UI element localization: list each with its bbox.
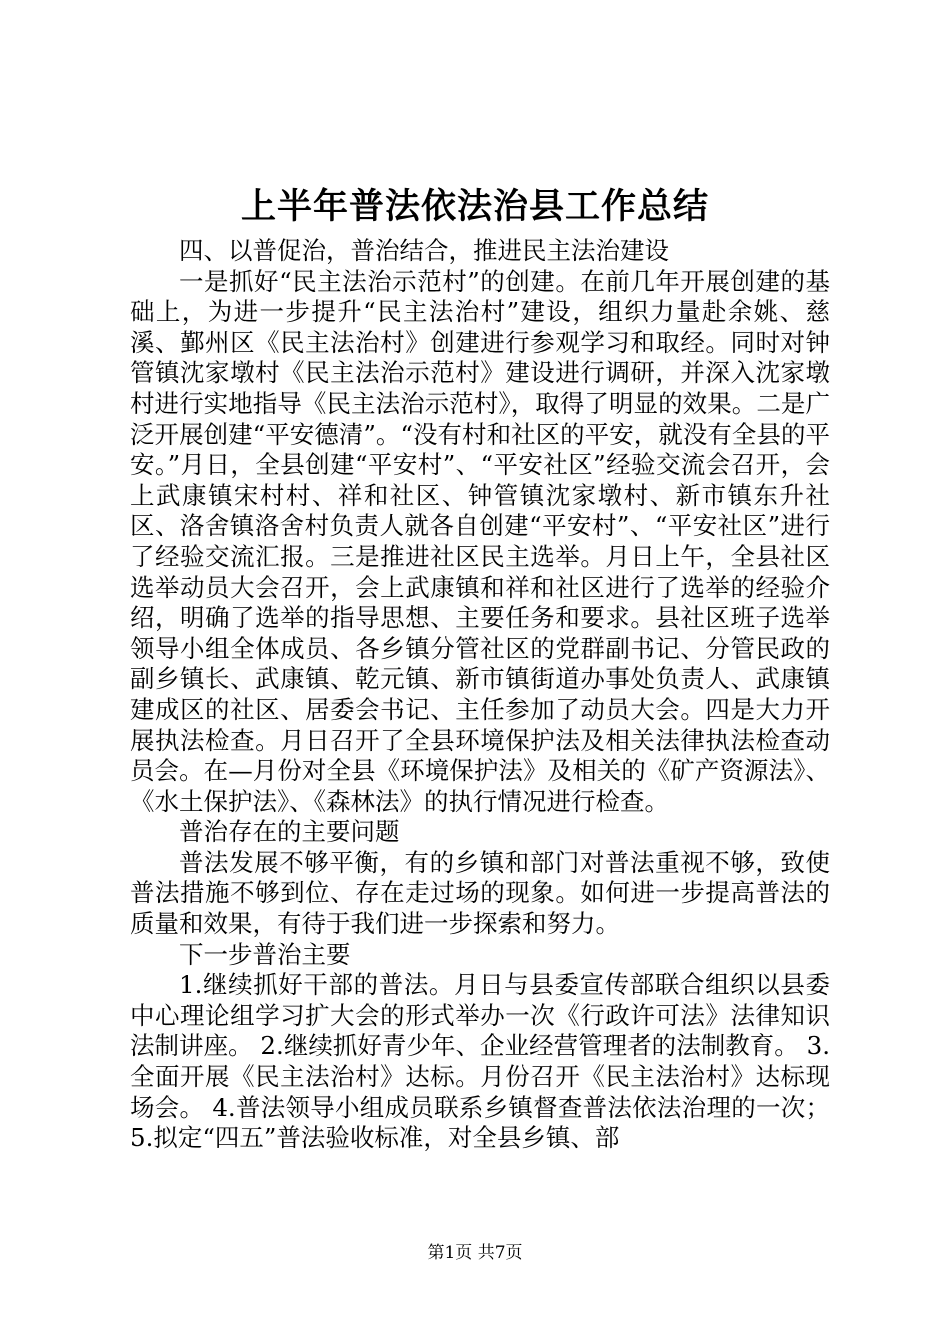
body-paragraph: 1.继续抓好干部的普法。月日与县委宣传部联合组织以县委中心理论组学习扩大会的形式举办一次《行政许可法》法律知识法制讲座。 2.继续抓好青少年、企业经营管理者的法制教育。 3.全面开展《民主法治村》达标。月份召开《民主法治村》达标现场会。 4.普法领导小组成员联系乡镇督查普法依法治理的一次； 5.拟定“四五”普法验收标准，对全县乡镇、部 bbox=[130, 970, 830, 1153]
body-paragraph: 一是抓好“民主法治示范村”的创建。在前几年开展创建的基础上，为进一步提升“民主法治村”建设，组织力量赴余姚、慈溪、鄞州区《民主法治村》创建进行参观学习和取经。同时对钟管镇沈家墩村《民主法治示范村》建设进行调研，并深入沈家墩村进行实地指导《民主法治示范村》，取得了明显的效果。二是广泛开展创建“平安德清”。“没有村和社区的平安，就没有全县的平安。”月日，全县创建“平安村”、“平安社区”经验交流会召开，会上武康镇宋村村、祥和社区、钟管镇沈家墩村、新市镇东升社区、洛舍镇洛舍村负责人就各自创建“平安村”、“平安社区”进行了经验交流汇报。三是推进社区民主选举。月日上午，全县社区选举动员大会召开，会上武康镇和祥和社区进行了选举的经验介绍，明确了选举的指导思想、主要任务和要求。县社区班子选举领导小组全体成员、各乡镇分管社区的党群副书记、分管民政的副乡镇长、武康镇、乾元镇、新市镇街道办事处负责人、武康镇建成区的社区、居委会书记、主任参加了动员大会。四是大力开展执法检查。月日召开了全县环境保护法及相关法律执法检查动员会。在—月份对全县《环境保护法》及相关的《矿产资源法》、《水土保护法》、《森林法》的执行情况进行检查。 bbox=[130, 266, 830, 816]
page-number-footer: 第1页 共7页 bbox=[427, 1243, 523, 1263]
section-heading: 四、以普促治，普治结合，推进民主法治建设 bbox=[179, 236, 669, 265]
document-title: 上半年普法依法治县工作总结 bbox=[240, 186, 709, 227]
section-heading: 普治存在的主要问题 bbox=[179, 817, 400, 847]
document-body bbox=[130, 236, 830, 1154]
body-paragraph: 普法发展不够平衡，有的乡镇和部门对普法重视不够，致使普法措施不够到位、存在走过场的现象。如何进一步提高普法的质量和效果，有待于我们进一步探索和努力。 bbox=[130, 847, 830, 939]
section-heading: 下一步普治主要 bbox=[179, 939, 351, 969]
